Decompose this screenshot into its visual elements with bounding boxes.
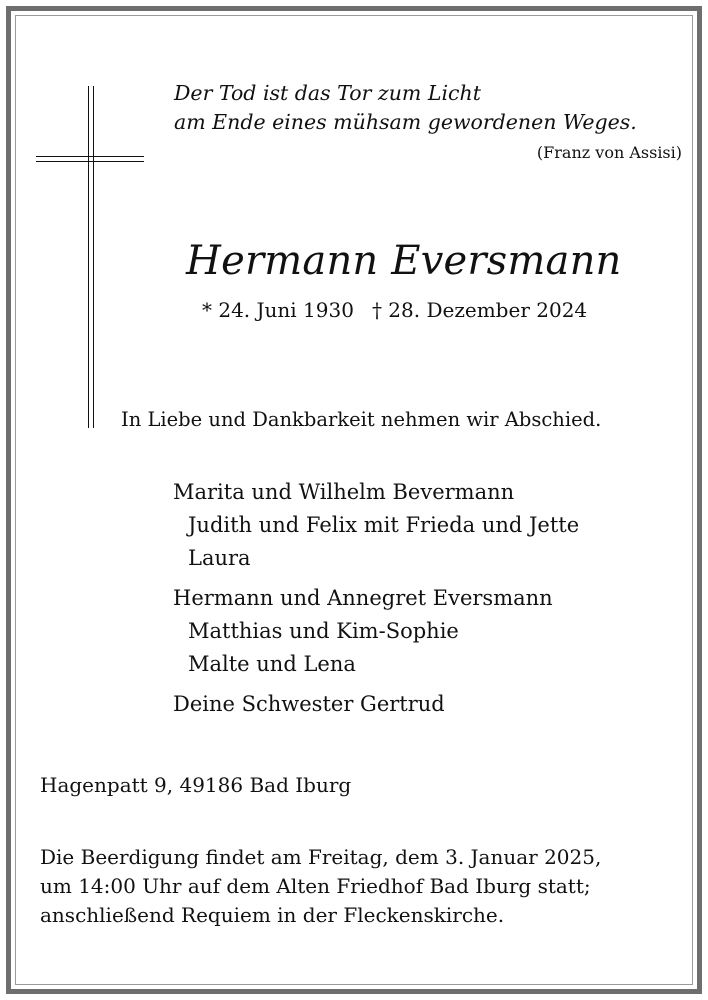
family-sub: Laura xyxy=(188,546,251,570)
family-main: Marita und Wilhelm Bevermann xyxy=(173,480,515,504)
funeral-line: um 14:00 Uhr auf dem Alten Friedhof Bad Iburg statt; xyxy=(40,874,591,898)
deceased-name: Hermann Eversmann xyxy=(186,238,622,284)
funeral-line: anschließend Requiem in der Fleckenskirche. xyxy=(40,903,505,927)
funeral-info xyxy=(40,843,601,930)
family-sub: Judith und Felix mit Frieda und Jette xyxy=(188,513,580,537)
cross-horizontal-line xyxy=(36,156,144,157)
family-main: Deine Schwester Gertrud xyxy=(173,692,445,716)
cross-vertical-line xyxy=(93,86,94,428)
address: Hagenpatt 9, 49186 Bad Iburg xyxy=(40,773,352,797)
family-group xyxy=(173,688,579,721)
cross-vertical-line xyxy=(88,86,89,428)
quote-line: Der Tod ist das Tor zum Licht xyxy=(174,81,481,105)
life-dates xyxy=(202,298,587,322)
birth-date: * 24. Juni 1930 xyxy=(202,298,354,322)
farewell-text: In Liebe und Dankbarkeit nehmen wir Abschied. xyxy=(121,408,602,431)
quote-source: (Franz von Assisi) xyxy=(536,143,682,162)
quote xyxy=(174,79,637,137)
family-main: Hermann und Annegret Eversmann xyxy=(173,586,553,610)
mourners-list xyxy=(173,476,579,728)
family-sub: Malte und Lena xyxy=(188,652,356,676)
family-sub: Matthias und Kim-Sophie xyxy=(188,619,459,643)
family-group xyxy=(173,476,579,575)
family-group xyxy=(173,582,579,681)
quote-line: am Ende eines mühsam gewordenen Weges. xyxy=(174,110,637,134)
death-date: † 28. Dezember 2024 xyxy=(371,298,588,322)
funeral-line: Die Beerdigung findet am Freitag, dem 3. Januar 2025, xyxy=(40,845,602,869)
cross-horizontal-line xyxy=(36,161,144,162)
